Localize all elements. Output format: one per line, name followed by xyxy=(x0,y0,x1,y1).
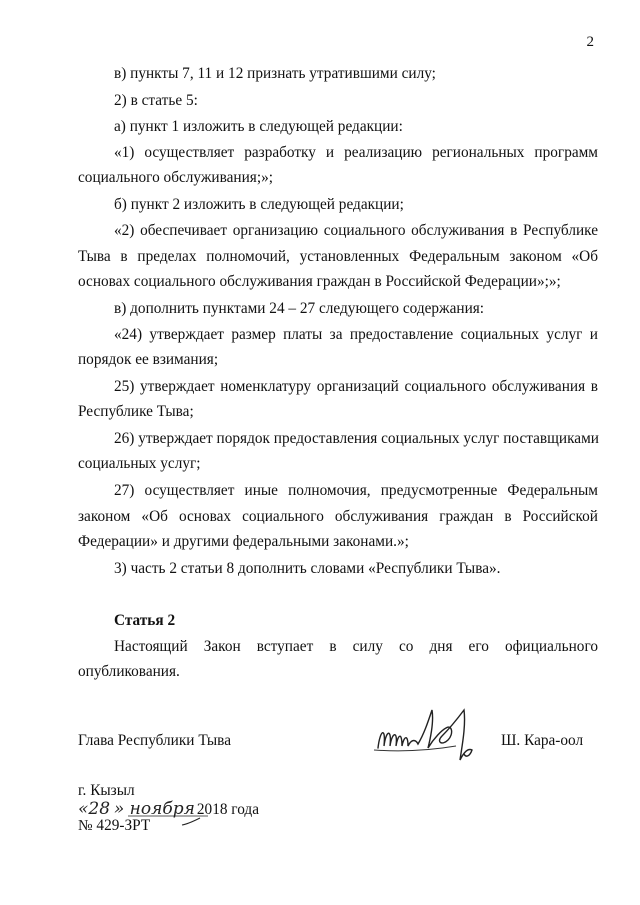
paragraph-line: 26) утверждает порядок предоставления социальных услуг поставщиками xyxy=(114,430,599,447)
paragraph xyxy=(78,192,598,217)
city: г. Кызыл xyxy=(78,782,135,799)
article-heading: Статья 2 xyxy=(114,612,176,629)
paragraph xyxy=(78,88,598,113)
paragraph-line: «2) обеспечивает организацию социального обслуживания в Республике xyxy=(114,222,598,239)
paragraph-line: основах социального обслуживания граждан в Российской Федерации»;»; xyxy=(78,273,561,290)
paragraph-text: в) дополнить пунктами 24 – 27 следующего содержания: xyxy=(114,300,485,317)
paragraph-line: «24) утверждает размер платы за предоставление социальных услуг и xyxy=(114,326,598,343)
paragraph-line: 27) осуществляет иные полномочия, предусмотренные Федеральным xyxy=(114,482,598,499)
paragraph-line: законом «Об основах социального обслуживания граждан в Российской xyxy=(78,508,598,525)
paragraph xyxy=(78,114,598,139)
signatory-title: Глава Республики Тыва xyxy=(78,732,231,749)
paragraph-text: а) пункт 1 изложить в следующей редакции: xyxy=(114,118,403,135)
page-number: 2 xyxy=(586,34,594,50)
paragraph-line: Федерации» и другими федеральными законами.»; xyxy=(78,533,409,550)
paragraph-text: 2) в статье 5: xyxy=(114,92,198,109)
date-day: «28 xyxy=(78,799,111,819)
law-number: № 429-ЗРТ xyxy=(78,817,151,834)
date-year: 2018 года xyxy=(196,801,259,818)
paragraph-line: Тыва в пределах полномочий, установленных Федеральным законом «Об xyxy=(78,248,598,265)
paragraph-line: порядок ее взимания; xyxy=(78,351,219,368)
paragraph-line: Республике Тыва; xyxy=(78,403,194,420)
paragraph-line: Настоящий Закон вступает в силу со дня его официального xyxy=(114,638,598,655)
signatory-name: Ш. Кара-оол xyxy=(501,732,584,749)
paragraph-text: 3) часть 2 статьи 8 дополнить словами «Республики Тыва». xyxy=(114,560,501,577)
paragraph-line: 25) утверждает номенклатуру организаций социального обслуживания в xyxy=(114,378,598,395)
paragraph-line: социального обслуживания;»; xyxy=(78,169,273,186)
paragraph-text: б) пункт 2 изложить в следующей редакции; xyxy=(114,196,404,213)
paragraph xyxy=(78,61,598,86)
paragraph-line: социальных услуг; xyxy=(78,455,201,472)
date-month: » ноября xyxy=(113,799,195,819)
paragraph-text: в) пункты 7, 11 и 12 признать утратившими силу; xyxy=(114,65,436,82)
paragraph xyxy=(78,556,598,581)
handwritten-signature xyxy=(372,700,492,770)
paragraph xyxy=(78,296,598,321)
paragraph-line: опубликования. xyxy=(78,663,180,680)
paragraph-line: «1) осуществляет разработку и реализацию региональных программ xyxy=(114,144,598,161)
